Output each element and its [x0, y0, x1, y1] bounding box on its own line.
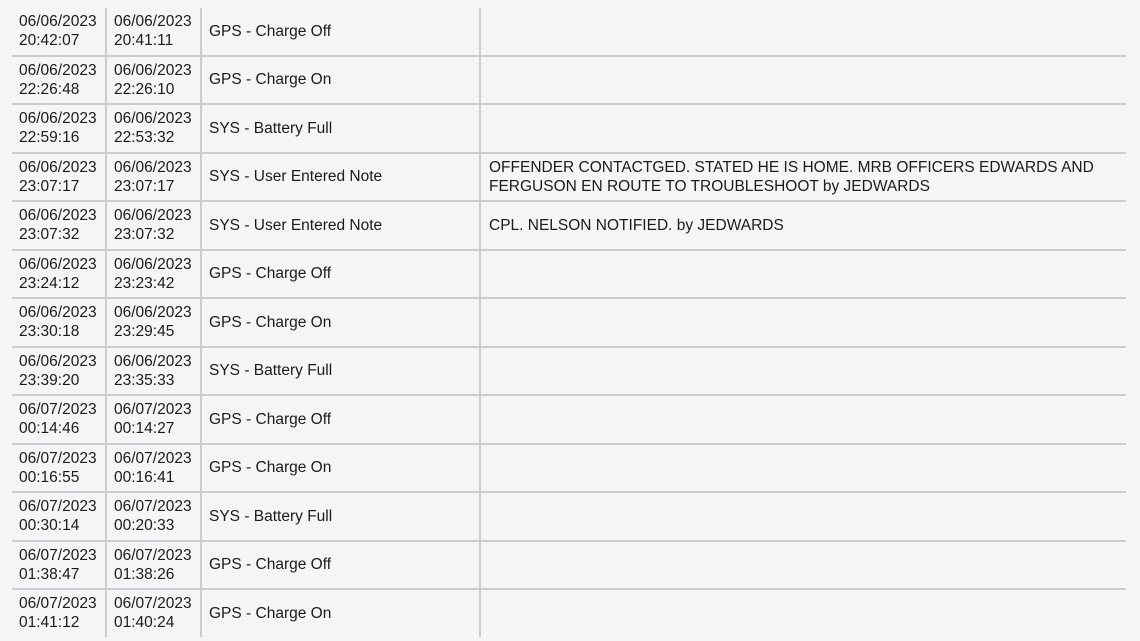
event-note: OFFENDER CONTACTGED. STATED HE IS HOME. MRB OFFICERS EDWARDS AND FERGUSON EN ROUTE TO TROUBLESHOOT by JEDWARDS: [489, 158, 1094, 195]
event-datetime: [107, 348, 202, 395]
table-row: [12, 542, 1126, 591]
event-type: SYS - Battery Full: [202, 348, 481, 395]
received-date: 06/06/2023: [19, 255, 97, 273]
event-type: GPS - Charge On: [202, 590, 481, 637]
event-date: 06/06/2023: [114, 304, 192, 321]
received-datetime: [12, 202, 107, 249]
table-row: [12, 202, 1126, 251]
event-note: [481, 348, 1126, 395]
event-time: 01:38:26: [114, 565, 175, 583]
event-note: [481, 493, 1126, 540]
event-note: [481, 542, 1126, 589]
event-date: 06/07/2023: [114, 595, 192, 612]
received-datetime: [12, 57, 107, 104]
event-date: 06/06/2023: [114, 207, 192, 224]
received-datetime: [12, 105, 107, 152]
received-datetime: [12, 445, 107, 492]
event-date: 06/06/2023: [114, 255, 192, 273]
event-date: 06/06/2023: [114, 110, 192, 127]
event-date: 06/07/2023: [114, 498, 192, 515]
event-datetime: [107, 590, 202, 637]
event-type: SYS - Battery Full: [202, 493, 481, 540]
event-date: 06/07/2023: [114, 546, 192, 564]
event-datetime: [107, 396, 202, 443]
event-type: SYS - User Entered Note: [202, 202, 481, 249]
event-note: [481, 299, 1126, 346]
received-date: 06/06/2023: [19, 13, 97, 30]
event-type: GPS - Charge Off: [202, 542, 481, 589]
received-time: 01:41:12: [19, 614, 80, 631]
event-log-table: [12, 8, 1126, 637]
event-type: SYS - Battery Full: [202, 105, 481, 152]
table-row: [12, 493, 1126, 542]
received-datetime: [12, 348, 107, 395]
event-type: GPS - Charge On: [202, 57, 481, 104]
received-datetime: [12, 542, 107, 589]
event-note: [481, 8, 1126, 55]
event-note: [481, 445, 1126, 492]
table-row: [12, 348, 1126, 397]
received-time: 22:59:16: [19, 129, 80, 146]
received-time: 23:07:17: [19, 177, 80, 195]
event-type: GPS - Charge On: [202, 445, 481, 492]
event-note: [481, 105, 1126, 152]
event-datetime: [107, 57, 202, 104]
received-time: 01:38:47: [19, 565, 80, 583]
received-date: 06/07/2023: [19, 498, 97, 515]
event-date: 06/06/2023: [114, 13, 192, 30]
event-datetime: [107, 542, 202, 589]
received-datetime: [12, 8, 107, 55]
table-row: [12, 299, 1126, 348]
table-row: [12, 396, 1126, 445]
table-row: [12, 8, 1126, 57]
event-time: 22:53:32: [114, 129, 175, 146]
received-time: 20:42:07: [19, 32, 80, 49]
event-note: [481, 251, 1126, 298]
received-date: 06/07/2023: [19, 546, 97, 564]
received-datetime: [12, 590, 107, 637]
event-datetime: [107, 105, 202, 152]
event-type: SYS - User Entered Note: [202, 154, 481, 201]
received-date: 06/06/2023: [19, 352, 97, 370]
event-time: 23:23:42: [114, 274, 175, 292]
event-type: GPS - Charge Off: [202, 396, 481, 443]
received-time: 23:30:18: [19, 323, 80, 340]
event-time: 23:35:33: [114, 371, 175, 389]
received-date: 06/07/2023: [19, 595, 97, 612]
event-date: 06/07/2023: [114, 401, 192, 418]
event-note: [481, 396, 1126, 443]
event-type: GPS - Charge Off: [202, 251, 481, 298]
received-date: 06/06/2023: [19, 207, 97, 224]
received-time: 00:14:46: [19, 420, 80, 437]
received-time: 23:24:12: [19, 274, 80, 292]
event-datetime: [107, 8, 202, 55]
received-date: 06/06/2023: [19, 61, 97, 79]
received-datetime: [12, 154, 107, 201]
event-datetime: [107, 493, 202, 540]
received-datetime: [12, 299, 107, 346]
received-time: 23:39:20: [19, 371, 80, 389]
received-date: 06/06/2023: [19, 304, 97, 321]
event-time: 00:20:33: [114, 517, 175, 534]
received-date: 06/07/2023: [19, 401, 97, 418]
event-note: CPL. NELSON NOTIFIED. by JEDWARDS: [489, 216, 784, 234]
event-date: 06/06/2023: [114, 61, 192, 79]
event-datetime: [107, 445, 202, 492]
event-date: 06/07/2023: [114, 449, 192, 467]
received-time: 00:16:55: [19, 468, 80, 486]
table-row: [12, 57, 1126, 106]
event-type: GPS - Charge On: [202, 299, 481, 346]
event-time: 23:07:17: [114, 177, 175, 195]
received-datetime: [12, 493, 107, 540]
event-time: 01:40:24: [114, 614, 175, 631]
event-datetime: [107, 154, 202, 201]
table-row: [12, 105, 1126, 154]
event-date: 06/06/2023: [114, 352, 192, 370]
received-datetime: [12, 396, 107, 443]
table-row: [12, 154, 1126, 203]
received-date: 06/06/2023: [19, 110, 97, 127]
table-row: [12, 590, 1126, 637]
table-row: [12, 445, 1126, 494]
received-time: 22:26:48: [19, 80, 80, 98]
received-time: 23:07:32: [19, 226, 80, 243]
event-time: 23:29:45: [114, 323, 175, 340]
event-time: 20:41:11: [114, 32, 174, 49]
received-date: 06/06/2023: [19, 158, 97, 176]
event-time: 00:16:41: [114, 468, 175, 486]
received-datetime: [12, 251, 107, 298]
received-date: 06/07/2023: [19, 449, 97, 467]
event-time: 23:07:32: [114, 226, 175, 243]
event-type: GPS - Charge Off: [202, 8, 481, 55]
event-time: 00:14:27: [114, 420, 175, 437]
event-note: [481, 590, 1126, 637]
event-time: 22:26:10: [114, 80, 175, 98]
event-datetime: [107, 299, 202, 346]
event-date: 06/06/2023: [114, 158, 192, 176]
event-datetime: [107, 251, 202, 298]
event-note: [481, 57, 1126, 104]
event-datetime: [107, 202, 202, 249]
received-time: 00:30:14: [19, 517, 80, 534]
table-row: [12, 251, 1126, 300]
